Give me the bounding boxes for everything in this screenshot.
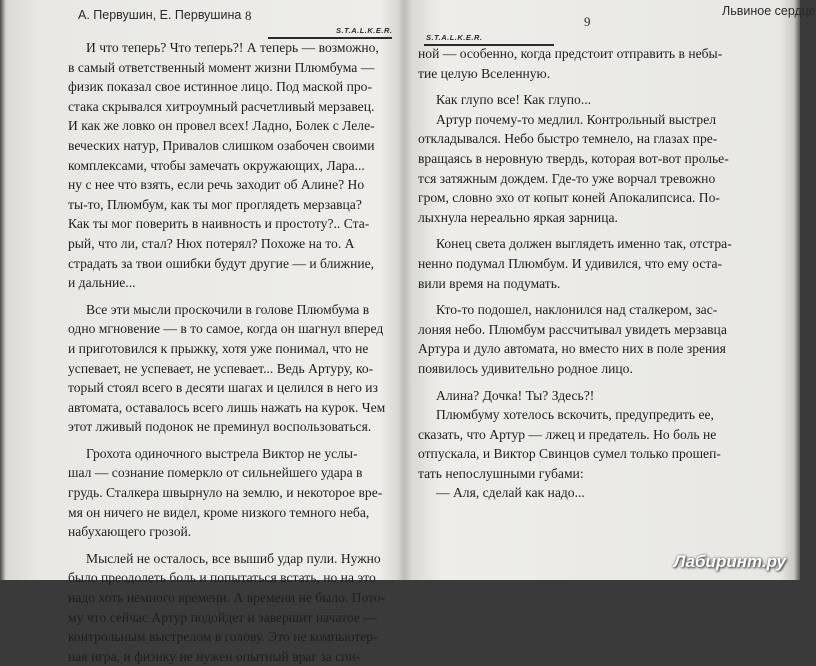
text-line: этот лживый подонок не преминул воспользоваться. [68,419,372,435]
text-line: страдать за твои ошибки будут другие — и ближние, [68,255,375,271]
text-line: откладывался. Небо быстро темнело, на глазах пре- [418,131,718,147]
text-line: веческих натур, Привалов слишком озабочен своими [68,137,375,153]
paragraph-gap [68,542,386,549]
text-line: ну с нее что взять, если речь заходит об Алине? Но [68,177,365,193]
paragraph-gap [418,227,754,234]
text-line: ная игра, и физику не нужен опытный враг за спи- [68,648,361,664]
page-number-right: 9 [584,14,591,29]
text-line: стака скрывался хитроумный расчетливый мерзавец. [68,98,375,114]
text-line: Плюмбуму хотелось вскочить, предупредить ее, [436,407,714,423]
text-line: Мыслей не осталось, все вышиб удар пули. Нужно [86,550,381,566]
text-line: Алина? Дочка! Ты? Здесь?! [436,387,595,403]
text-line: Как ты мог поверить в наивность и простоту?.. Ста- [68,216,370,232]
text-line: Артура и дуло автомата, но вместо них в поле зрения [418,341,726,357]
text-line: Конец света должен выглядеть именно так, отстра- [436,236,732,252]
text-line: вращаясь в неровную твердь, которая вот-вот пролье- [418,150,729,166]
right-page-text [418,44,754,503]
text-line: торый стоял всего в десяти шагах и целился в него из [68,380,378,396]
paragraph-gap [418,83,754,90]
text-line: рый, что ли, стал? Нюх потерял? Похоже на то. А [68,235,355,251]
text-line: в самый ответственный момент жизни Плюмбума — [68,59,375,75]
text-line: грудь. Сталкера швырнуло на землю, и некоторое вре- [68,485,383,501]
text-line: вили время на подумать. [418,275,561,291]
text-line: Все эти мысли проскочили в голове Плюмбума в [86,301,370,317]
series-label-left: S.T.A.L.K.E.R. [336,26,393,35]
text-line: Как глупо все! Как глупо... [436,92,592,108]
text-line: Кто-то подошел, наклонился над сталкером, зас- [436,302,718,318]
paragraph-gap [418,293,754,300]
text-line: гром, словно эхо от копыт коней Апокалипсиса. По- [418,190,720,206]
text-line: набухающего грозой. [68,524,192,540]
text-line: И как же ловко он провел всех! Ладно, Болек с Леле- [68,118,375,134]
text-line: лыхнула нереально яркая зарница. [418,209,618,225]
text-line: физик показал свое истинное лицо. Под маской про- [68,79,372,95]
text-line: Грохота одиночного выстрела Виктор не услы- [86,445,358,461]
header-title: Львиное сердце [722,4,816,18]
text-line: му что сейчас Артур подойдет и завершит начатое — [68,609,377,625]
text-line: успевает, не успевает, не успевает... Ведь Артуру, ко- [68,360,374,376]
text-line: и дальние... [68,275,136,291]
text-line: ненно подумал Плюмбум. И удивился, что ему оста- [418,255,723,271]
paragraph-gap [68,437,386,444]
text-line: тать непослушными губами: [418,465,584,481]
text-line: ты-то, Плюмбум, как ты мог проглядеть мерзавца? [68,196,362,212]
text-line: появилось удивительно родное лицо. [418,360,633,376]
text-line: Артур почему-то медлил. Контрольный выстрел [436,111,717,127]
paragraph-gap [68,293,386,300]
text-line: автомата, оставалось всего лишь нажать на курок. Чем [68,399,386,415]
text-line: И что теперь? Что теперь?! А теперь — возможно, [86,40,379,55]
text-line: мя он ничего не видел, кроме низкого темного неба, [68,504,370,520]
text-line: одно мгновение — в то самое, когда он шагнул вперед [68,321,384,337]
paragraph-gap [418,379,754,386]
text-line: — Аля, сделай как надо... [436,485,585,501]
text-line: было преодолеть боль и попытаться встать, но на это [68,570,376,586]
text-line: тие целую Вселенную. [418,65,551,81]
text-line: надо хоть немного времени. А времени не было. Пото- [68,590,386,606]
watermark-logo: Лабиринт.ру [673,552,786,571]
text-line: лоняя небо. Плюмбум рассчитывал увидеть мерзавца [418,321,727,337]
text-line: комплексами, чтобы замечать окружающих, Лара... [68,157,365,173]
text-line: сказать, что Артур — лжец и предатель. Но боль не [418,426,717,442]
page-number-left: 8 [245,8,252,23]
text-line: контрольным выстрелом в голову. Это не компьютер- [68,629,378,645]
right-page [404,0,816,580]
text-line: и приготовился к прыжку, хотя уже понимал, что не [68,340,369,356]
series-label-right: S.T.A.L.K.E.R. [426,33,483,42]
left-page-text [68,38,386,666]
header-author: А. Первушин, Е. Первушина [78,8,242,22]
text-line: шал — сознание померкло от сильнейшего удара в [68,465,363,481]
text-line: отпускала, и Виктор Свинцов сумел только прошеп- [418,446,721,462]
left-page [0,0,400,664]
text-line: ной — особенно, когда предстоит отправить в небы- [418,46,723,61]
text-line: тся затяжным дождем. Где-то уже ворчал тревожно [418,170,716,186]
